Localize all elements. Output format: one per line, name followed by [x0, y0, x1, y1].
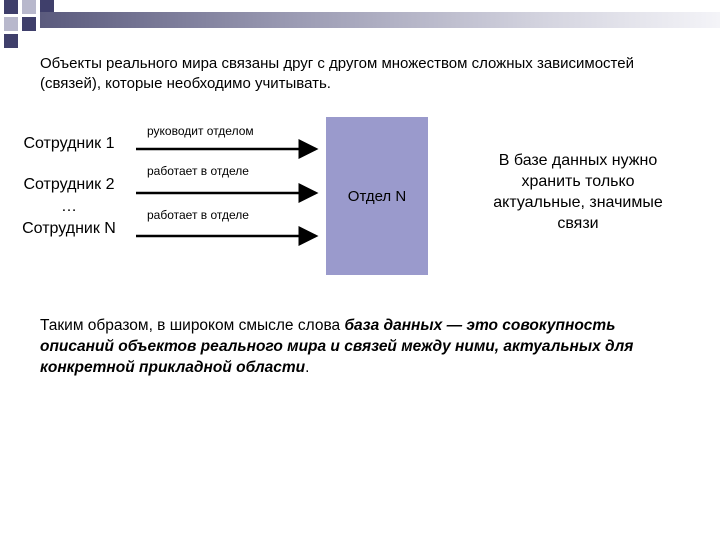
employee-ellipsis: … — [61, 198, 77, 215]
conclusion-part1: Таким образом, в широком смысле слова — [40, 317, 345, 334]
department-label: Отдел N — [347, 187, 407, 205]
employee-2: Сотрудник 2 — [23, 176, 115, 193]
storage-note: В базе данных нужно хранить только актуальные, значимые связи — [493, 152, 663, 232]
relation-label-works-in-2: работает в отделе — [147, 208, 249, 222]
relation-label-manages: руководит отделом — [147, 124, 254, 138]
conclusion-part2: . — [305, 359, 310, 376]
conclusion-text — [40, 315, 670, 378]
employee-1: Сотрудник 1 — [23, 135, 115, 152]
employee-n: Сотрудник N — [22, 220, 116, 237]
relation-label-works-in-1: работает в отделе — [147, 164, 249, 178]
department-box — [326, 117, 428, 275]
conclusion-emphasis: база данных — это совокупность описаний объектов реального мира и связей между ними, актуальных для конкретной прикладной области — [40, 317, 634, 376]
intro-text: Объекты реального мира связаны друг с другом множеством сложных зависимостей (связей), которые необходимо учитывать. — [40, 55, 634, 92]
